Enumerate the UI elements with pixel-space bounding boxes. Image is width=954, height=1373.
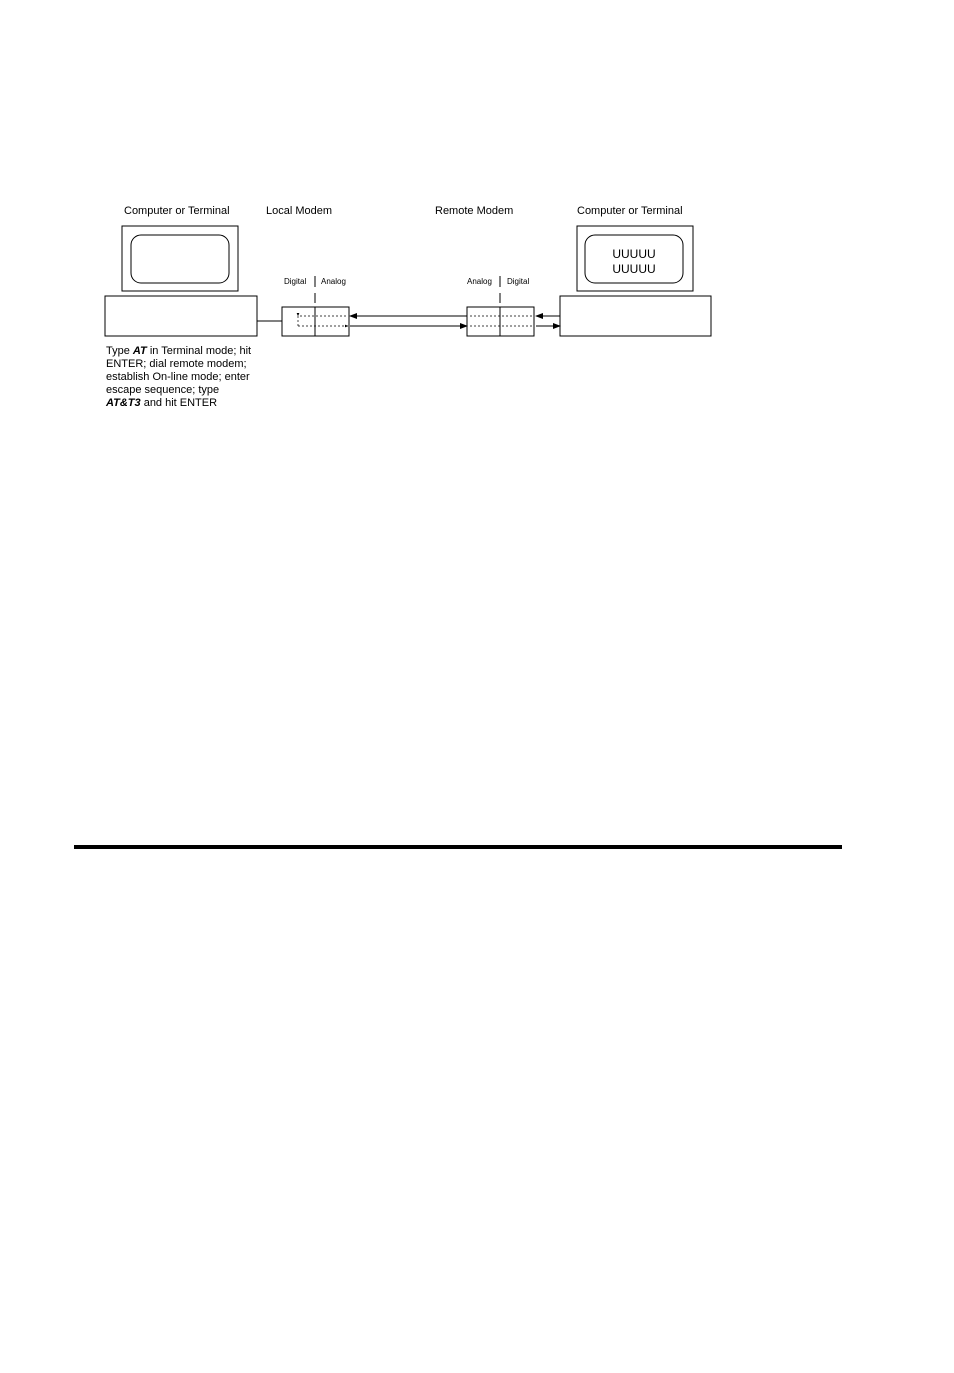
local-digital-label: Digital (284, 277, 307, 286)
instructions-line-4: escape sequence; type (106, 384, 220, 396)
instructions (105, 345, 251, 409)
right-computer (560, 226, 711, 336)
right-keyboard-unit (560, 296, 711, 336)
remote-analog-label: Analog (467, 277, 492, 286)
instructions-line-1: Type AT in Terminal mode; hit (106, 345, 252, 357)
left-keyboard-unit (105, 296, 257, 336)
screen-text-line-1: UUUUU (612, 247, 656, 261)
remote-digital-label: Digital (507, 277, 530, 286)
instructions-line-3: establish On-line mode; enter (106, 371, 250, 383)
left-screen (131, 235, 229, 283)
instructions-line-2: ENTER; dial remote modem; (106, 358, 247, 370)
local-modem (282, 276, 349, 336)
left-computer (105, 226, 257, 336)
left-computer-label: Computer or Terminal (124, 205, 230, 217)
left-monitor (122, 226, 238, 291)
remote-modem-label: Remote Modem (435, 205, 514, 217)
section-rule (74, 845, 842, 849)
local-analog-label: Analog (321, 277, 346, 286)
instructions-line-5: AT&T3 and hit ENTER (106, 397, 218, 409)
remote-modem (467, 276, 534, 336)
local-modem-label: Local Modem (266, 205, 333, 217)
screen-text-line-2: UUUUU (612, 262, 656, 276)
right-computer-label: Computer or Terminal (577, 205, 683, 217)
